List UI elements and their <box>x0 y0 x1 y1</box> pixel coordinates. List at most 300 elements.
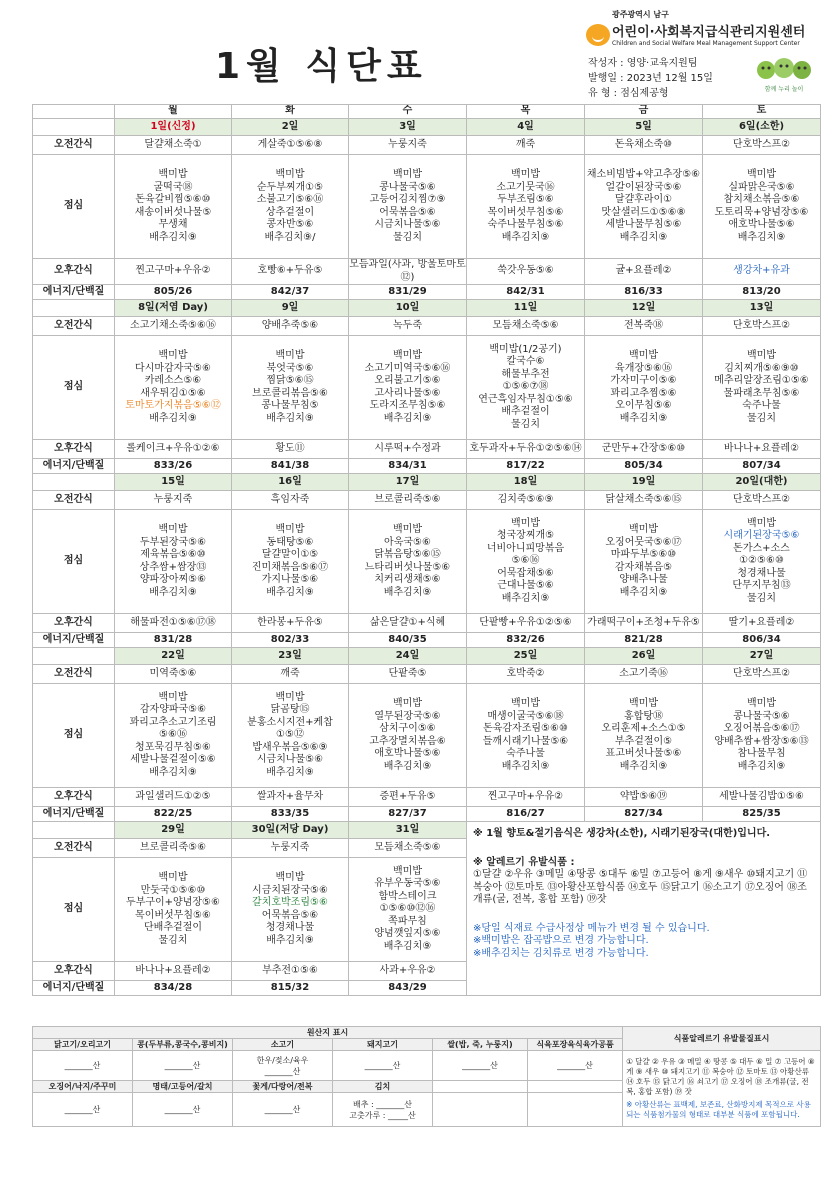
date-cell: 15일 <box>115 474 232 491</box>
menu-item: 양념깻잎지⑤⑥ <box>374 928 441 940</box>
menu-item: 두부조림⑤⑥ <box>497 194 554 205</box>
date-cell: 9일 <box>232 300 349 317</box>
menu-item: 가지나물⑤⑥ <box>261 574 319 585</box>
energy-cell: 806/34 <box>703 633 821 648</box>
menu-item: 배추김치⑨ <box>266 934 314 946</box>
afternoon-cell: 쌀과자+율무차 <box>232 788 349 807</box>
menu-item: ①⑤⑥⑦⑱ <box>502 381 549 393</box>
menu-item: 백미밥 <box>393 169 422 180</box>
seasonal-note: ※ 1월 향토&절기음식은 생강차(소한), 시래기된장국(대한)입니다. <box>473 828 771 839</box>
lunch-cell <box>349 155 467 259</box>
lunch-cell <box>232 510 349 614</box>
menu-item: 참치채소볶음⑤⑥ <box>723 194 800 205</box>
allergy-box-note: ※ 아황산류는 표백제, 보존료, 산화방지제 목적으로 사용되는 식품첨가물의 형태로 대부분 식품에 포함됩니다. <box>626 1100 811 1119</box>
menu-item: 찜닭⑤⑥⑮ <box>266 375 314 386</box>
lunch-cell <box>585 510 703 614</box>
menu-item: 감자양파국⑤⑥ <box>139 704 207 716</box>
lunch-cell <box>585 336 703 440</box>
author: 작성자 : 영양·교육지원팀 <box>588 58 698 69</box>
energy-cell: 827/34 <box>585 807 703 822</box>
energy-label: 에너지/단백질 <box>33 459 115 474</box>
energy-label: 에너지/단백질 <box>33 285 115 300</box>
menu-item: 순두부찌개①⑤ <box>256 181 324 193</box>
lunch-cell <box>115 336 232 440</box>
menu-item: 근대나물⑤⑥ <box>497 580 554 592</box>
menu-item: 백미밥 <box>158 350 188 361</box>
menu-item: 토마토가지볶음⑤⑥⑫ <box>125 400 221 411</box>
menu-item: 배추김치⑨ <box>383 586 432 598</box>
menu-item: 배추김치⑨/ <box>264 231 316 243</box>
date-cell: 26일 <box>585 648 703 665</box>
energy-cell: 840/35 <box>349 633 467 648</box>
menu-item: 백미밥 <box>275 350 305 361</box>
morning-cell: 녹두죽 <box>349 317 467 336</box>
menu-item: 배추김치⑨ <box>149 586 197 598</box>
menu-item: 백미밥 <box>629 524 658 535</box>
afternoon-cell: 딸기+요플레② <box>703 614 821 633</box>
origin-table <box>32 1026 821 1127</box>
menu-item: 단무지무침⑬ <box>732 580 791 592</box>
morning-cell: 누룽지죽 <box>115 491 232 510</box>
afternoon-cell: 부추전①⑤⑥ <box>232 962 349 981</box>
menu-item: 백미밥 <box>629 350 658 361</box>
origin-value: _______산 <box>462 1061 498 1070</box>
menu-item: 고사리나물⑤⑥ <box>374 387 441 399</box>
afternoon-cell: 모듬과일(사과, 방울토마토⑫) <box>349 259 466 283</box>
org-name-english: Children and Social Welfare Meal Management Support Center <box>612 40 800 47</box>
menu-item: 도라지조무침⑤⑥ <box>369 400 446 411</box>
menu-item: 백미밥(1/2공기) <box>489 343 562 355</box>
day-header-1: 화 <box>232 105 349 119</box>
afternoon-cell: 귤+요플레② <box>585 259 703 285</box>
date-cell: 5일 <box>585 119 703 136</box>
origin-header: 김치 <box>333 1081 433 1093</box>
allergy-list: ①달걀 ②우유 ③메밀 ④땅콩 ⑤대두 ⑥밀 ⑦고등어 ⑧게 ⑨새우 ⑩돼지고기 ⑪복숭아 ⑫토마토 ⑬아황산포함식품 ⑭호두 ⑮닭고기 ⑯소고기 ⑰오징어 ⑱조개류(굴, 전복, 홍합 포함) ⑲잣 <box>473 869 808 905</box>
menu-item: 목이버섯무침⑤⑥ <box>487 206 564 218</box>
menu-item: 배추김치⑨ <box>266 586 314 598</box>
menu-item: 백미밥 <box>747 698 776 709</box>
menu-item: 함박스테이크 <box>378 890 437 902</box>
menu-item: 콩나물국⑤⑥ <box>379 181 436 193</box>
menu-item: 동태탕⑤⑥ <box>266 536 314 548</box>
date-cell: 23일 <box>232 648 349 665</box>
menu-item: 배추김치⑨ <box>501 231 550 243</box>
date-cell: 2일 <box>232 119 349 136</box>
afternoon-cell: 황도⑪ <box>232 440 349 459</box>
morning-cell: 흑임자죽 <box>232 491 349 510</box>
origin-value: _______산 <box>557 1061 593 1070</box>
origin-header: 돼지고기 <box>333 1039 433 1051</box>
menu-item: 물김치 <box>747 592 776 604</box>
origin-cell <box>333 1093 433 1127</box>
service-type: 유 형 : 점심제공형 <box>588 88 669 99</box>
allergy-title: ※ 알레르기 유발식품 : <box>473 856 575 868</box>
lunch-label: 점심 <box>33 858 115 962</box>
menu-item: ⑤⑥⑯ <box>159 729 187 741</box>
lunch-cell <box>467 336 585 440</box>
menu-item: 분홍소시지전+케찹 <box>247 716 333 728</box>
morning-cell: 김치죽⑤⑥⑨ <box>467 491 585 510</box>
afternoon-cell: 시루떡+수정과 <box>349 440 467 459</box>
morning-label: 오전간식 <box>33 665 115 684</box>
menu-item: 세발나물겉절이⑤⑥ <box>130 754 216 766</box>
menu-item: 백미밥 <box>511 698 540 709</box>
date-cell: 29일 <box>115 822 232 839</box>
menu-item: 백미밥 <box>275 691 305 703</box>
menu-item: 삼치구이⑤⑥ <box>379 723 436 734</box>
menu-item: 배추김치⑨ <box>619 760 668 772</box>
date-cell: 25일 <box>467 648 585 665</box>
energy-cell: 833/35 <box>232 807 349 822</box>
date-cell: 18일 <box>467 474 585 491</box>
morning-cell: 단팥죽⑤ <box>349 665 467 684</box>
menu-item: 배추김치⑨ <box>383 412 432 424</box>
menu-item: 유부우동국⑤⑥ <box>374 878 441 890</box>
menu-item: 배추김치⑨ <box>149 231 197 243</box>
energy-label: 에너지/단백질 <box>33 807 115 822</box>
date-row-label <box>33 300 115 317</box>
afternoon-cell: 증편+두유⑤ <box>349 788 467 807</box>
menu-item: 만둣국①⑤⑥⑩ <box>140 884 206 896</box>
date-cell: 31일 <box>349 822 467 839</box>
menu-item: 육개장⑤⑥⑯ <box>615 362 672 374</box>
day-header-4: 금 <box>585 105 703 119</box>
menu-item: 시금치된장국⑤⑥ <box>252 884 328 896</box>
notes-cell <box>467 822 821 996</box>
morning-cell: 모듬채소죽⑤⑥ <box>349 839 467 858</box>
menu-item: 쪽파무침 <box>388 915 427 927</box>
date-cell: 10일 <box>349 300 467 317</box>
energy-cell: 813/20 <box>703 285 821 300</box>
lunch-cell <box>349 336 467 440</box>
menu-item: 배추김치⑨ <box>383 940 432 952</box>
afternoon-label: 오후간식 <box>33 440 115 459</box>
afternoon-cell: 생강차+유과 <box>703 259 821 285</box>
afternoon-cell: 군만두+간장⑤⑥⑩ <box>585 440 703 459</box>
menu-item: 물김치 <box>158 934 188 946</box>
energy-cell: 822/25 <box>115 807 232 822</box>
energy-cell: 807/34 <box>703 459 821 474</box>
kimchi-pepper: 고춧가루 : _____산 <box>349 1110 416 1120</box>
origin-header: 식육포장육식육가공품 <box>528 1039 623 1051</box>
lunch-cell <box>349 510 467 614</box>
menu-item: 백미밥 <box>158 524 188 535</box>
menu-item: 메추리알장조림①⑤⑥ <box>714 375 809 386</box>
origin-value: _______산 <box>64 1061 101 1070</box>
change-note-2: ※백미밥은 잡곡밥으로 변경 가능합니다. <box>473 935 649 946</box>
mascot-icon <box>752 54 816 94</box>
date-row-label <box>33 648 115 665</box>
energy-cell: 827/37 <box>349 807 467 822</box>
origin-header: 닭고기/오리고기 <box>33 1039 133 1051</box>
menu-item: 오징어볶음⑤⑥⑰ <box>723 723 800 734</box>
energy-cell: 816/27 <box>467 807 585 822</box>
menu-item: 단배추겉절이 <box>144 922 202 933</box>
org-city: 광주광역시 남구 <box>612 10 669 19</box>
morning-cell: 브로콜리죽⑤⑥ <box>349 491 467 510</box>
afternoon-cell: 한라봉+두유⑤ <box>232 614 349 633</box>
menu-item: ①②⑤⑥⑩ <box>739 555 784 567</box>
menu-item: 콩자반⑤⑥ <box>266 219 314 230</box>
origin-title: 원산지 표시 <box>33 1027 623 1039</box>
afternoon-cell: 찐고구마+우유② <box>467 788 585 807</box>
menu-item: 숙주나물 <box>506 748 545 759</box>
menu-item: 마파두부⑤⑥⑩ <box>610 549 677 560</box>
menu-item: 부추겉절이⑤ <box>614 735 673 747</box>
date-cell: 19일 <box>585 474 703 491</box>
lunch-label: 점심 <box>33 336 115 440</box>
energy-cell: 832/26 <box>467 633 585 648</box>
energy-cell: 841/38 <box>232 459 349 474</box>
lunch-label: 점심 <box>33 155 115 259</box>
date-cell: 22일 <box>115 648 232 665</box>
menu-item: 양배추쌈+쌈장⑤⑥⑬ <box>714 735 809 747</box>
menu-item: ①⑤⑥⑩⑫⑯ <box>379 903 436 915</box>
origin-value: _______산 <box>64 1105 101 1114</box>
date-cell: 13일 <box>703 300 821 317</box>
afternoon-cell: 사과+우유② <box>349 962 467 981</box>
menu-item: 백미밥 <box>158 169 188 180</box>
page-title: 1월 식단표 <box>215 46 428 87</box>
menu-item: 얼갈이된장국⑤⑥ <box>605 181 682 193</box>
afternoon-cell: 찐고구마+우유② <box>115 259 232 285</box>
morning-cell: 단호박스프② <box>703 136 821 155</box>
energy-cell: 834/28 <box>115 981 232 996</box>
lunch-cell <box>467 510 585 614</box>
energy-cell: 802/33 <box>232 633 349 648</box>
lunch-cell <box>232 684 349 788</box>
origin-cell <box>433 1051 528 1081</box>
menu-item: 채소비빔밥+약고추장⑤⑥ <box>586 169 701 180</box>
origin-cell <box>333 1051 433 1081</box>
menu-item: 배추김치⑨ <box>619 231 668 243</box>
origin-header: 콩(두부류,콩국수,콩비지) <box>133 1039 233 1051</box>
lunch-cell <box>467 155 585 259</box>
energy-cell: 821/28 <box>585 633 703 648</box>
menu-item: 백미밥 <box>393 350 422 361</box>
allergy-box-title: 식품알레르기 유발물질표시 <box>623 1027 821 1051</box>
menu-item: 새송이버섯나물⑤ <box>134 206 212 218</box>
origin-blank <box>433 1081 528 1093</box>
menu-item: 달걀후라이① <box>614 194 673 205</box>
menu-item: 맛살샐러드①⑤⑥⑧ <box>601 206 686 218</box>
menu-item: 소불고기⑤⑥⑯ <box>256 194 324 205</box>
menu-item: ⑤⑥⑯ <box>511 555 540 567</box>
lunch-cell <box>703 684 821 788</box>
day-header-0: 월 <box>115 105 232 119</box>
morning-cell: 게살죽①⑤⑥⑧ <box>232 136 349 155</box>
menu-item: 양파장아찌⑤⑥ <box>139 574 207 585</box>
menu-item: 북엇국⑤⑥ <box>266 362 314 374</box>
origin-header: 쌀(밥, 죽, 누룽지) <box>433 1039 528 1051</box>
date-cell: 4일 <box>467 119 585 136</box>
allergy-box <box>623 1051 821 1127</box>
lunch-cell <box>115 155 232 259</box>
menu-item: 아욱국⑤⑥ <box>384 536 431 548</box>
menu-item: 들깨시래기나물⑤⑥ <box>482 735 569 747</box>
menu-item: 백미밥 <box>747 517 776 529</box>
menu-item: 배추김치⑨ <box>619 412 668 424</box>
menu-item: 배추겉절이 <box>501 406 550 418</box>
menu-item: 상추겉절이 <box>265 206 315 218</box>
energy-cell: 825/35 <box>703 807 821 822</box>
lunch-cell <box>115 858 232 962</box>
lunch-label: 점심 <box>33 684 115 788</box>
date-cell: 17일 <box>349 474 467 491</box>
menu-item: 도토리묵+양념장⑤⑥ <box>714 206 809 218</box>
menu-item: 오이무침⑤⑥ <box>615 400 672 411</box>
lunch-label: 점심 <box>33 510 115 614</box>
afternoon-label: 오후간식 <box>33 614 115 633</box>
menu-item: 카레소스⑤⑥ <box>144 375 202 386</box>
energy-cell: 842/37 <box>232 285 349 300</box>
morning-cell: 브로콜리죽⑤⑥ <box>115 839 232 858</box>
menu-item: 양배추나물 <box>619 574 668 585</box>
afternoon-cell: 바나나+요플레② <box>703 440 821 459</box>
menu-item: 참나물무침 <box>737 748 786 759</box>
morning-label: 오전간식 <box>33 317 115 336</box>
menu-item: 숙주나물 <box>742 400 781 411</box>
menu-item: 어묵잡채⑤⑥ <box>497 567 554 579</box>
menu-item: 감자채볶음⑤ <box>614 561 673 573</box>
morning-cell: 미역죽⑤⑥ <box>115 665 232 684</box>
menu-item: 다시마감자국⑤⑥ <box>135 362 211 374</box>
menu-item: 백미밥 <box>747 350 776 361</box>
afternoon-cell: 삶은달걀①+식혜 <box>349 614 467 633</box>
menu-item: 시금치나물⑤⑥ <box>374 219 441 230</box>
date-cell: 3일 <box>349 119 467 136</box>
menu-item: 소고기뭇국⑯ <box>496 181 555 193</box>
lunch-cell <box>232 336 349 440</box>
menu-item: 목이버섯무침⑤⑥ <box>135 909 211 921</box>
menu-item: 배추김치⑨ <box>737 760 786 772</box>
origin-value: _______산 <box>164 1061 201 1070</box>
menu-item: 어묵볶음⑤⑥ <box>379 206 436 218</box>
menu-item: 오리불고기⑤⑥ <box>374 375 441 386</box>
change-note-1: ※당일 식재료 수급사정상 메뉴가 변경 될 수 있습니다. <box>473 922 710 934</box>
menu-item: 무생채 <box>158 219 188 230</box>
date-row-label <box>33 474 115 491</box>
day-header-5: 토 <box>703 105 821 119</box>
morning-cell: 단호박스프② <box>703 317 821 336</box>
menu-item: 백미밥 <box>393 698 422 709</box>
menu-item: 청경채나물 <box>737 567 786 579</box>
origin-blank <box>433 1093 528 1127</box>
afternoon-cell: 해물파전①⑤⑥⑰⑱ <box>115 614 232 633</box>
origin-header: 오징어/낙지/주꾸미 <box>33 1081 133 1093</box>
energy-label: 에너지/단백질 <box>33 633 115 648</box>
date-cell: 24일 <box>349 648 467 665</box>
menu-item: 느타리버섯나물⑤⑥ <box>364 561 451 573</box>
menu-item: 숙주나물무침⑤⑥ <box>487 219 564 230</box>
morning-label: 오전간식 <box>33 136 115 155</box>
date-cell: 12일 <box>585 300 703 317</box>
center-logo-icon <box>586 24 610 46</box>
origin-header: 꽃게/다랑어/전복 <box>233 1081 333 1093</box>
menu-item: 청국장찌개⑤ <box>496 530 555 542</box>
menu-item: 두부구이+양념장⑤⑥ <box>126 897 220 908</box>
morning-cell: 전복죽⑱ <box>585 317 703 336</box>
lunch-cell <box>585 684 703 788</box>
menu-item: 돈육감자조림⑤⑥⑩ <box>483 723 568 734</box>
energy-cell: 815/32 <box>232 981 349 996</box>
energy-cell: 817/22 <box>467 459 585 474</box>
menu-item: 매생이굴국⑤⑥⑱ <box>487 710 564 722</box>
date-cell: 27일 <box>703 648 821 665</box>
menu-item: 꽈리고추찜⑤⑥ <box>610 387 677 399</box>
beef-sub: 한우/젖소/육우 <box>256 1055 309 1065</box>
menu-item: 콩나물국⑤⑥ <box>733 710 790 722</box>
origin-header: 소고기 <box>233 1039 333 1051</box>
origin-cell <box>33 1051 133 1081</box>
energy-label: 에너지/단백질 <box>33 981 115 996</box>
date-cell: 30일(저당 Day) <box>232 822 349 839</box>
menu-item: 물파래초무침⑤⑥ <box>723 387 800 399</box>
menu-item: 배추김치⑨ <box>266 766 314 778</box>
menu-item: 브로콜리볶음⑤⑥ <box>252 387 328 399</box>
morning-cell: 누룽지죽 <box>232 839 349 858</box>
lunch-cell <box>232 858 349 962</box>
menu-item: 연근흑임자무침①⑤⑥ <box>478 393 573 405</box>
day-header-3: 목 <box>467 105 585 119</box>
menu-item: 애호박나물⑤⑥ <box>374 748 441 759</box>
day-header-blank <box>33 105 115 119</box>
lunch-cell <box>703 336 821 440</box>
afternoon-cell: 세발나물김밥①⑤⑥ <box>703 788 821 807</box>
date-cell: 6일(소한) <box>703 119 821 136</box>
origin-blank <box>528 1081 623 1093</box>
origin-blank <box>528 1093 623 1127</box>
menu-item: 청포묵김무침⑤⑥ <box>135 741 211 753</box>
menu-item: 물김치 <box>747 412 776 424</box>
morning-cell: 소고기채소죽⑤⑥⑯ <box>115 317 232 336</box>
menu-item: 실파맑은국⑤⑥ <box>728 181 795 193</box>
menu-item: 새우튀김①⑤⑥ <box>140 387 206 399</box>
menu-item: 돈육갈비찜⑤⑥⑩ <box>135 194 211 205</box>
origin-cell <box>233 1093 333 1127</box>
morning-label: 오전간식 <box>33 839 115 858</box>
menu-item: 백미밥 <box>275 524 305 535</box>
afternoon-cell: 가래떡구이+조청+두유⑤ <box>585 614 703 633</box>
energy-cell: 805/26 <box>115 285 232 300</box>
menu-item: 표고버섯나물⑤⑥ <box>605 748 682 759</box>
menu-item: 너비아니피망볶음 <box>486 542 565 554</box>
menu-item: 물김치 <box>393 231 422 243</box>
menu-item: 굴떡국⑱ <box>153 181 193 193</box>
menu-item: 오징어뭇국⑤⑥⑰ <box>605 536 682 548</box>
morning-cell: 돈육채소죽⑩ <box>585 136 703 155</box>
menu-item: 백미밥 <box>511 517 540 529</box>
origin-cell <box>133 1051 233 1081</box>
energy-cell: 842/31 <box>467 285 585 300</box>
afternoon-label: 오후간식 <box>33 962 115 981</box>
lunch-cell <box>115 684 232 788</box>
energy-cell: 831/29 <box>349 285 467 300</box>
lunch-cell <box>585 155 703 259</box>
morning-cell: 누룽지죽 <box>349 136 467 155</box>
origin-cell <box>233 1051 333 1081</box>
date-cell: 11일 <box>467 300 585 317</box>
lunch-cell <box>349 684 467 788</box>
energy-cell: 843/29 <box>349 981 467 996</box>
menu-item: 두부된장국⑤⑥ <box>139 536 207 548</box>
origin-value: _______산 <box>364 1061 401 1070</box>
energy-cell: 816/33 <box>585 285 703 300</box>
menu-item: 홍합탕⑱ <box>624 710 663 722</box>
menu-item: 갈치호박조림⑤⑥ <box>252 897 328 908</box>
morning-cell: 호박죽② <box>467 665 585 684</box>
morning-cell: 깨죽 <box>232 665 349 684</box>
